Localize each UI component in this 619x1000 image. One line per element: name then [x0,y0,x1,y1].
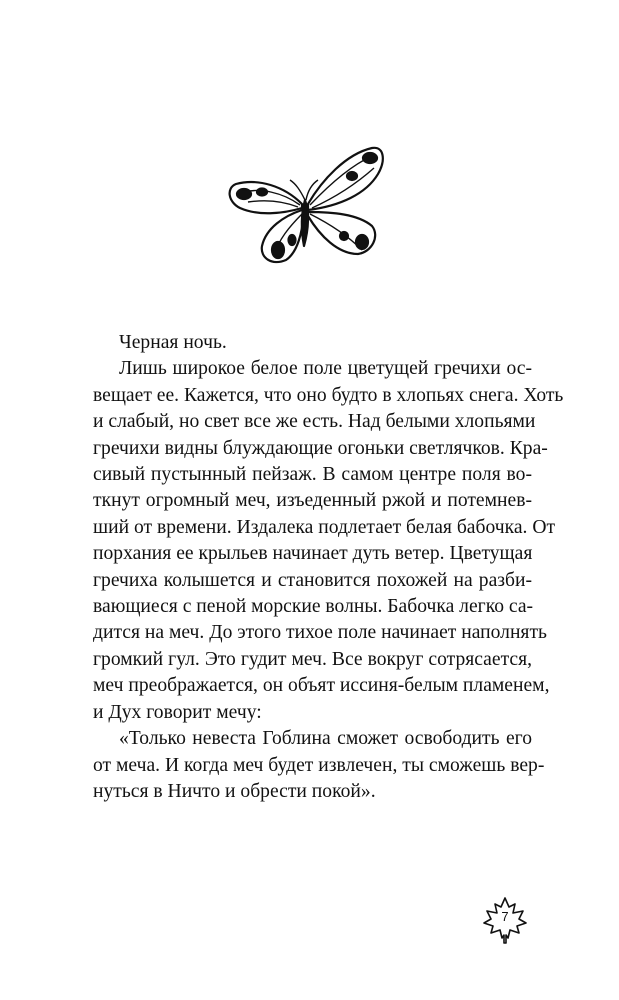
text-line: ткнут огромный меч, изъеденный ржой и потемнев- [93,490,532,512]
paragraph [93,330,532,356]
text-line: дится на меч. До этого тихое поле начинает наполнять [93,622,547,644]
text-line: Черная ночь. [119,332,227,353]
text-line: «Только невеста Гоблина сможет освободить его [119,728,532,750]
text-line: от меча. И когда меч будет извлечен, ты сможешь вер- [93,754,545,776]
text-line: ший от времени. Издалека подлетает белая бабочка. От [93,516,556,538]
text-line: порхания ее крыльев начинает дуть ветер. Цветущая [93,543,533,565]
text-line: вающиеся с пеной морские волны. Бабочка легко са- [93,596,534,618]
butterfly-icon [222,142,388,272]
text-line: и слабый, но свет все же есть. Над белыми хлопьями [93,411,536,433]
text-line: гречиха колышется и становится похожей на разби- [93,569,532,591]
text-line: меч преображается, он объят иссиня-белым пламенем, [93,675,550,697]
page-number: 7 [501,909,509,924]
text-line: сивый пустынный пейзаж. В самом центре поля во- [93,464,532,486]
text-line: и Дух говорит мечу: [93,701,262,723]
paragraph [93,356,564,726]
text-line: громкий гул. Это гудит меч. Все вокруг сотрясается, [93,648,532,670]
text-line: вещает ее. Кажется, что оно будто в хлопьях снега. Хоть [93,384,564,406]
text-line: гречихи видны блуждающие огоньки светлячков. Кра- [93,437,548,459]
body-text [93,330,564,805]
paragraph-quote [93,726,545,805]
text-line: Лишь широкое белое поле цветущей гречихи ос- [119,358,532,380]
text-line: нуться в Ничто и обрести покой». [93,780,376,802]
